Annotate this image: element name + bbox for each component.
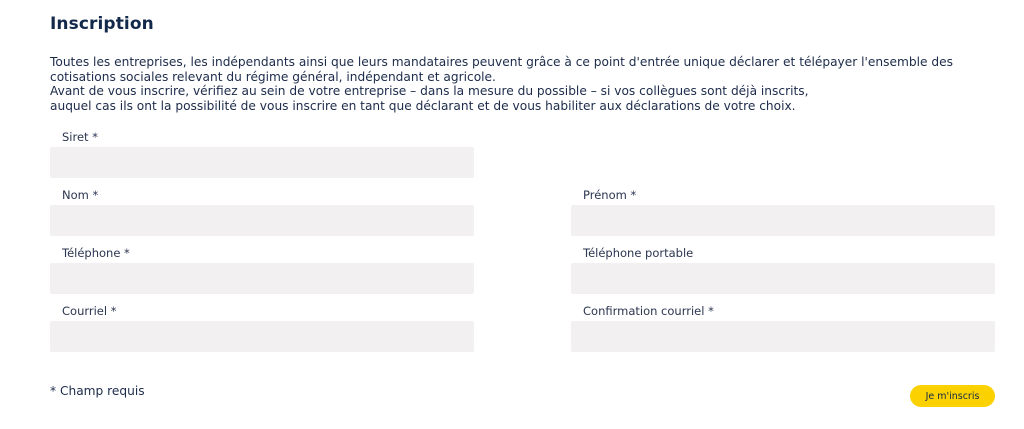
courriel-input[interactable] bbox=[50, 321, 474, 352]
intro-line: cotisations sociales relevant du régime général, indépendant et agricole. bbox=[50, 69, 496, 84]
intro-line: auquel cas ils ont la possibilité de vous inscrire en tant que déclarant et de vous habiliter aux déclarations de votre choix. bbox=[50, 99, 796, 114]
confirmation-courriel-input[interactable] bbox=[571, 321, 995, 352]
telephone-portable-label: Téléphone portable bbox=[583, 246, 694, 260]
telephone-input[interactable] bbox=[50, 263, 474, 294]
page-title: Inscription bbox=[50, 14, 154, 34]
telephone-portable-input[interactable] bbox=[571, 263, 995, 294]
nom-input[interactable] bbox=[50, 205, 474, 236]
required-field-note: * Champ requis bbox=[50, 384, 145, 398]
intro-text bbox=[50, 55, 990, 114]
siret-input[interactable] bbox=[50, 147, 474, 178]
courriel-label: Courriel * bbox=[62, 304, 117, 318]
intro-line: Avant de vous inscrire, vérifiez au sein de votre entreprise – dans la mesure du possible – si vos collègues sont déjà inscrits, bbox=[50, 84, 809, 99]
confirmation-courriel-label: Confirmation courriel * bbox=[583, 304, 714, 318]
intro-line: Toutes les entreprises, les indépendants ainsi que leurs mandataires peuvent grâce à ce point d'entrée unique déclarer et télépayer l'ensemble des bbox=[50, 55, 953, 69]
submit-button[interactable]: Je m'inscris bbox=[910, 385, 995, 407]
siret-label: Siret * bbox=[62, 130, 98, 144]
prenom-input[interactable] bbox=[571, 205, 995, 236]
prenom-label: Prénom * bbox=[583, 188, 637, 202]
nom-label: Nom * bbox=[62, 188, 99, 202]
telephone-label: Téléphone * bbox=[62, 246, 130, 260]
